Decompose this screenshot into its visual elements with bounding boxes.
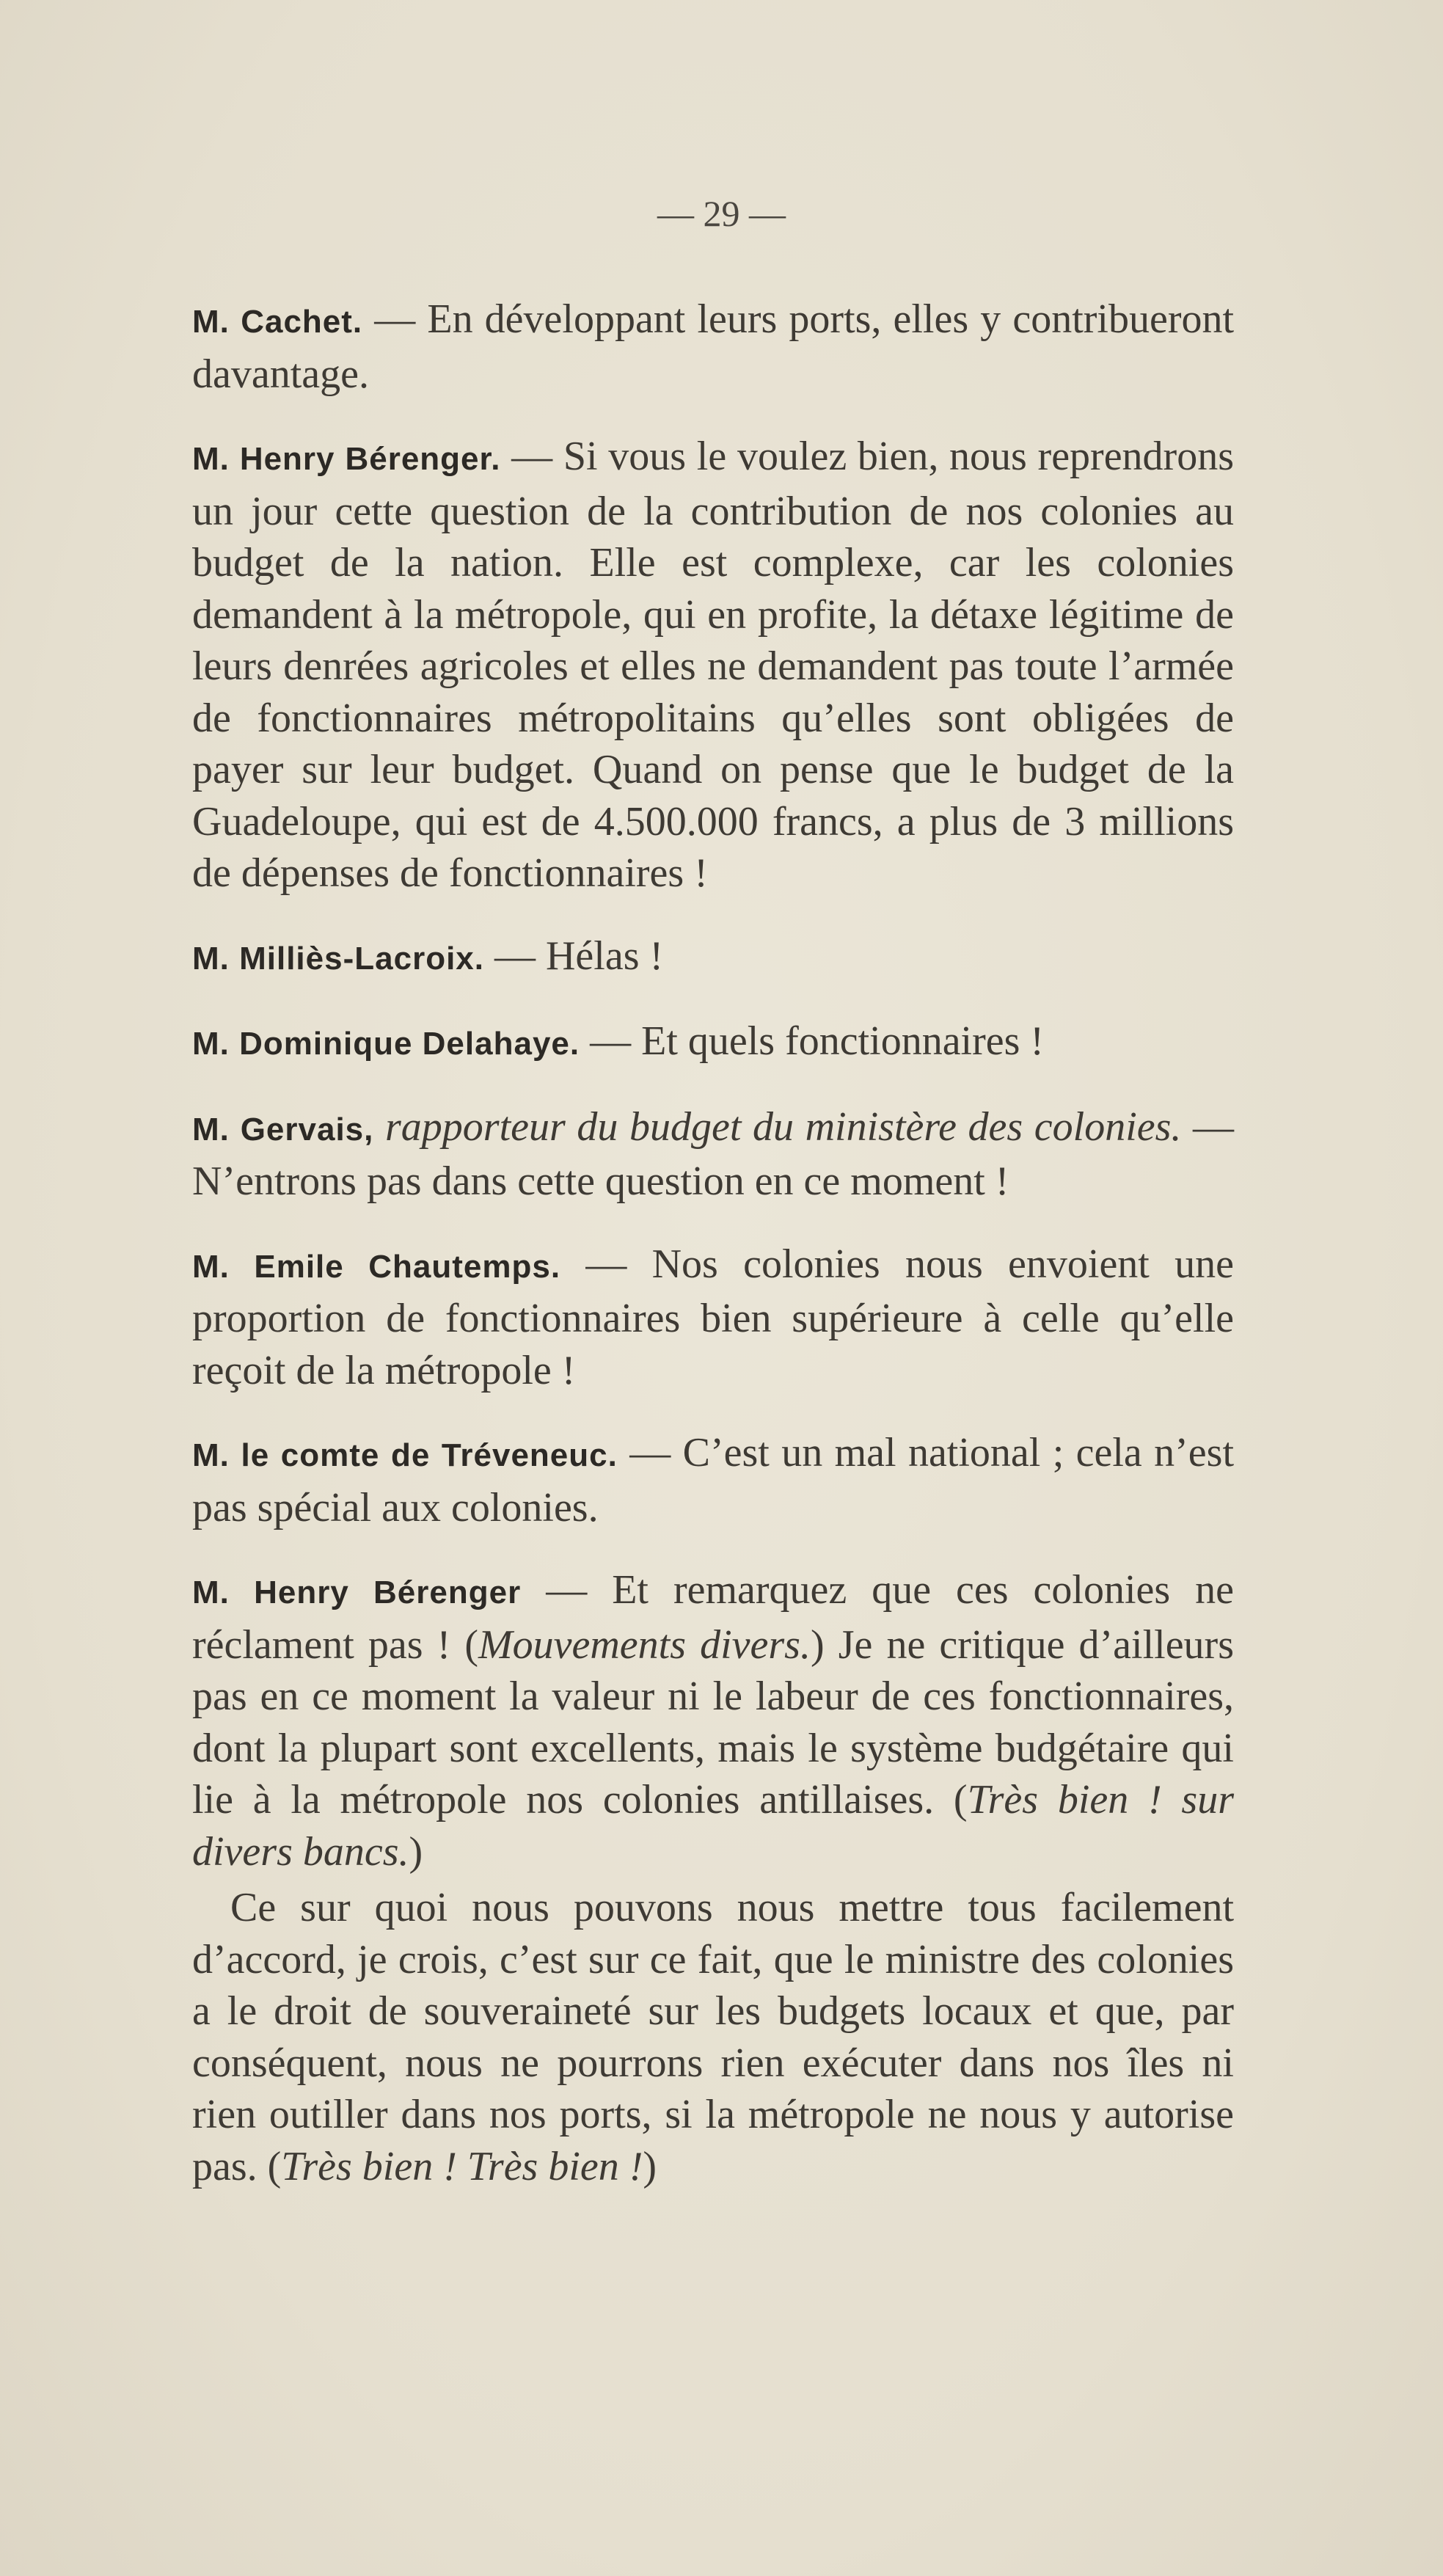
speech-text: ) Je ne critique d’ailleurs pas en ce moment la valeur ni le labeur de ces fonctionnaires, dont la plupart sont excellents, mais le système budgétaire qui lie à la métropole nos colonies antillaises. ( [192, 1621, 1234, 1822]
speech-text: Et remarquez que ces colonies ne réclament pas ! ( [192, 1567, 1235, 1668]
paragraph-gervais [192, 1101, 1234, 1208]
speaker-name: M. le comte de Tréveneuc. [192, 1437, 618, 1473]
paragraph-berenger-1 [192, 431, 1234, 900]
speech-text: Nos colonies nous envoient une proportion de fonctionnaires bien supérieure à celle qu’elle reçoit de la métropole ! [192, 1241, 1234, 1393]
dash: — [1193, 1103, 1235, 1150]
dash: — [494, 933, 536, 979]
dash: — [511, 434, 553, 479]
speech-text: ) [643, 2143, 657, 2189]
speech-text: Et quels fonctionnaires ! [641, 1018, 1045, 1064]
speaker-name: M. Gervais, [192, 1111, 374, 1147]
speech-text: ) [409, 1828, 423, 1875]
stage-direction: Très bien ! sur divers bancs. [192, 1777, 1234, 1875]
speaker-name: M. Dominique Delahaye. [192, 1026, 580, 1062]
paragraph-chautemps [192, 1238, 1234, 1397]
speech-text: N’entrons pas dans cette question en ce moment ! [192, 1159, 1009, 1204]
paragraph-cachet [192, 293, 1234, 400]
page-number: — 29 — [657, 193, 786, 234]
dash: — [590, 1018, 632, 1064]
paragraph-millies-lacroix [192, 930, 1234, 985]
speaker-name: M. Cachet. [192, 304, 363, 340]
speech-text: Si vous le voulez bien, nous reprendrons un jour cette question de la contribution de nos colonies au budget de la nation. Elle est complexe, car les colonies demandent à la métropole, qui en profite, la détaxe légitime de leurs denrées agricoles et elles ne demandent pas toute l’armée de fonctionnaires métropolitains qu’elles sont obligées de payer sur leur budget. Quand on pense que le budget de la Guadeloupe, qui est de 4.500.000 francs, a plus de 3 millions de dépenses de fonctionnaires ! [192, 434, 1235, 896]
speaker-name: M. Emile Chautemps. [192, 1248, 561, 1285]
dash: — [546, 1567, 588, 1613]
speech-text: Ce sur quoi nous pouvons nous mettre tous facilement d’accord, je crois, c’est sur ce fait, que le ministre des colonies a le droit de souveraineté sur les budgets locaux et que, par conséquent, nous ne pourrons rien exécuter dans nos îles ni rien outiller dans nos ports, si la métropole ne nous y autorise pas. ( [192, 1885, 1234, 2189]
speech-text: C’est un mal national ; cela n’est pas spécial aux colonies. [192, 1430, 1235, 1530]
speaker-role: rapporteur du budget du ministère des colonies. [385, 1103, 1182, 1150]
paragraph-treveneuc [192, 1427, 1234, 1533]
stage-direction: Très bien ! Très bien ! [281, 2143, 643, 2189]
debate-transcript [192, 293, 1234, 2223]
paragraph-berenger-continuation [192, 1882, 1234, 2192]
speaker-name: M. Henry Bérenger. [192, 441, 501, 477]
speaker-name: M. Henry Bérenger [192, 1575, 522, 1610]
speaker-name: M. Milliès-Lacroix. [192, 940, 484, 977]
stage-direction: Mouvements divers. [478, 1621, 811, 1668]
dash: — [629, 1430, 671, 1475]
dash: — [374, 296, 416, 342]
dash: — [585, 1241, 627, 1287]
speech-text: Hélas ! [545, 933, 664, 979]
speech-text: En développant leurs ports, elles y contribueront davantage. [192, 296, 1235, 397]
paragraph-delahaye [192, 1015, 1234, 1070]
paragraph-berenger-2 [192, 1564, 1234, 1878]
